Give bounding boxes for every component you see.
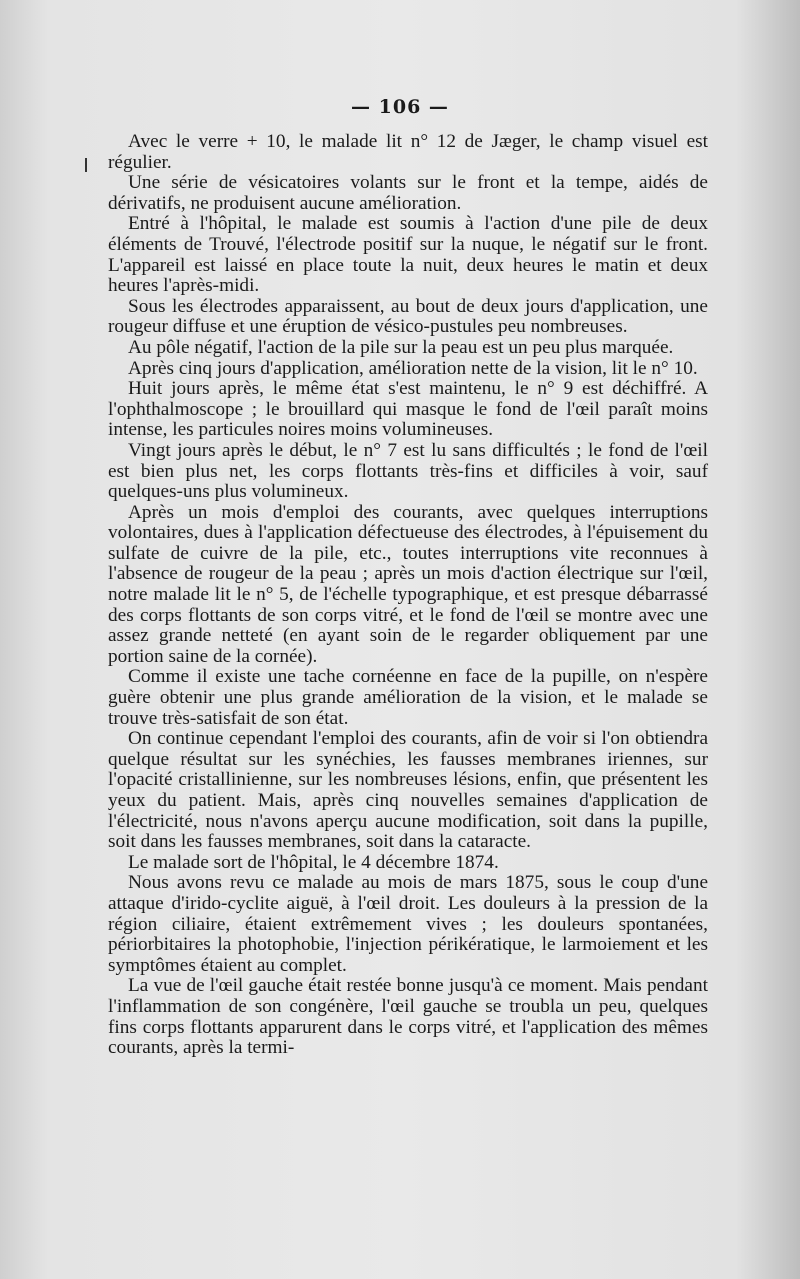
paragraph: Sous les électrodes apparaissent, au bout de deux jours d'application, une rougeur diffuse et une éruption de vésico-pustules peu nombreuses.: [108, 295, 708, 338]
margin-mark: [85, 158, 87, 172]
paragraph: Vingt jours après le début, le n° 7 est lu sans difficultés ; le fond de l'œil est bien plus net, les corps flottants très-fins et difficiles à voir, sauf quelques-uns plus volumineux.: [108, 439, 708, 503]
paragraph: Le malade sort de l'hôpital, le 4 décembre 1874.: [128, 851, 499, 873]
page-number: — 106 —: [351, 96, 449, 118]
paragraph: La vue de l'œil gauche était restée bonne jusqu'à ce moment. Mais pendant l'inflammation de son congénère, l'œil gauche se troubla un peu, quelques fins corps flottants apparurent dans le corps vitré, et l'application des mêmes courants, après la termi-: [108, 975, 708, 1059]
paragraph: Une série de vésicatoires volants sur le front et la tempe, aidés de dérivatifs, ne produisent aucune amélioration.: [108, 172, 708, 214]
paragraph: Après un mois d'emploi des courants, avec quelques interruptions volontaires, dues à l'application défectueuse des électrodes, à l'épuisement du sulfate de cuivre de la pile, etc., toutes interruptions vite reconnues à l'absence de rougeur de la peau ; après un mois d'action électrique sur l'œil, notre malade lit le n° 5, de l'échelle typographique, et est presque débarrassé des corps flottants de son corps vitré, et le fond de l'œil se montre avec une assez grande netteté (en ayant soin de le regarder obliquement par une portion saine de la cornée).: [108, 501, 708, 667]
body-text: [108, 132, 708, 1059]
paragraph: Entré à l'hôpital, le malade est soumis à l'action d'une pile de deux éléments de Trouvé, l'électrode positif sur la nuque, le négatif sur le front. L'appareil est laissé en place toute la nuit, deux heures le matin et deux heures l'après-midi.: [108, 213, 708, 297]
paragraph: Huit jours après, le même état s'est maintenu, le n° 9 est déchiffré. A l'ophthalmoscope ; le brouillard qui masque le fond de l'œil paraît moins intense, les particules noires moins volumineuses.: [108, 378, 708, 441]
paragraph: Avec le verre + 10, le malade lit n° 12 de Jæger, le champ visuel est régulier.: [108, 131, 708, 173]
paragraph: On continue cependant l'emploi des courants, afin de voir si l'on obtiendra quelque résultat sur les synéchies, les fausses membranes iriennes, sur l'opacité cristallinienne, sur les nombreuses lésions, enfin, que présentent les yeux du patient. Mais, après cinq nouvelles semaines d'application de l'électricité, nous n'avons aperçu aucune modification, soit dans la pupille, soit dans les fausses membranes, soit dans la cataracte.: [108, 728, 708, 853]
paragraph: Nous avons revu ce malade au mois de mars 1875, sous le coup d'une attaque d'irido-cyclite aiguë, à l'œil droit. Les douleurs à la pression de la région ciliaire, étaient extrêmement vives ; les douleurs spontanées, périorbitaires la photophobie, l'injection périkératique, le larmoiement et les symptômes étaient au complet.: [108, 872, 708, 976]
paragraph: Au pôle négatif, l'action de la pile sur la peau est un peu plus marquée.: [128, 336, 674, 358]
paragraph: Comme il existe une tache cornéenne en face de la pupille, on n'espère guère obtenir une plus grande amélioration de la vision, et le malade se trouve très-satisfait de son état.: [108, 666, 708, 729]
paragraph: Après cinq jours d'application, amélioration nette de la vision, lit le n° 10.: [128, 357, 698, 379]
